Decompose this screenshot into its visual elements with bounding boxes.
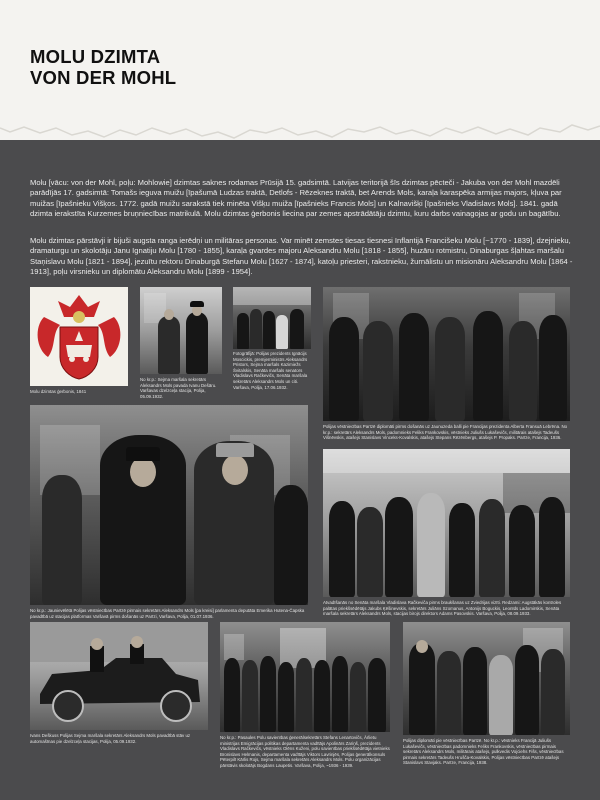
train-photo: [323, 449, 570, 597]
portrait-caption: No kr.p.: Sejma maršala sekretārs Aleksandrs Mols pavada Ivanu Dešāru. Varšavas dzelzceļa stacija, Polija, 05.09.1932.: [140, 377, 217, 399]
intro-paragraph-2: Molu dzimtas pārstāvji ir bijuši augsta ranga ierēdņi un militāras personas. Var minēt zemstes tiesas tiesnesi Inflantijā Francišeku Molu [~1770 - 1839], dzejnieku, dramaturgu un skolotāju Janu Ignatiju Molu [1780 - 1855], karaļa gvardes majoru Aleksandru Molu [1818 - 1855], huzāru rotmistru, Dinaburgas šļahtas maršalu Staņislavu Molu [1821 - 1894], jezuītu rektoru Dinaburgā Stefanu Molu [1627 - 1874], katoļu priesteri, rakstnieku, žurnālistu un misionāru Aleksandru Molu [1864 - 1913], poļu virsnieku un diplomātu Aleksandru Molu [1899 - 1954].: [30, 236, 573, 277]
crest-image: [30, 287, 128, 386]
car-photo: [30, 622, 208, 730]
torn-paper-edge: [0, 108, 600, 156]
title-line-2: VON DER MOHL: [30, 67, 177, 88]
crest-caption: Molu dzimtas ģerbonis, 1841: [30, 389, 87, 394]
train-caption: Atvadīšanās no Senāta maršala Vladislava Račkeviča pirms braukšanas uz Zviedrijas vizīti. Redzami: Augstākās kontroles palātas priekšsēdētājs Jakubs Ķēšinevskis, sekretārs Juliāns Szomanus, Antonijs Boguckis, Leonīds Ladomirskis, Senāta maršala sekretārs Aleksandrs Mols, stacijas birojs direktors Adams Pasovskis. Varšava, Polija, 08.09.1933.: [323, 600, 562, 617]
group-photo-small: [233, 287, 311, 349]
station-caption: No kr.p.: Jaunievēlētā Polijas vēstniecības Parīzē pirmais sekretārs Aleksandrs Mols [pa kreisi] parlamenta deputāta Emerika Hutena-Čapska pavadībā uz stacijas platformas Varšavā pirms došanās uz Parīzi, Varšava, Polija, 01.07.1936.: [30, 608, 305, 619]
embassy-diplomats-photo: [403, 622, 570, 735]
page-title: [30, 46, 176, 88]
hall-caption: No kr.p.: Pasaules Polu savienības ģenerālsekretārs Stefans Lenartovičs, Ārlietu ministrijas Emigrācijas politikas departamenta vadītājs Apolinārs Zariņš, prezidents Vladislavs Račkevičs, vēstnieks Olēns Kuženi, polu savienības priekšsēdētāja vietnieks Bronislavs Helmanis, departamenta vadītājs Viktors Lavrinjēs, Polijas ģenerālkonsuls Pēterpilī Kārlis Rojs, Sejma maršala sekretārs Aleksandrs Mols. Polu organizācijas pārstāvis skolotājs Bogdans Laupetis. Varšava, Polija, ~1936 - 1939.: [220, 735, 390, 768]
officers-photo: [323, 287, 570, 421]
portrait-photo: [140, 287, 222, 374]
title-line-1: MOLU DZIMTA: [30, 46, 161, 67]
coat-of-arms-icon: [30, 287, 128, 386]
car-caption: Ivans Deškuss Polijas Sejma maršala sekretārs Aleksandrs Mols pavadībā stāv uz automašīnas pie dzelzceļa stacijas, Polija, 05.09.1932.: [30, 733, 191, 744]
intro-paragraph-1: Molu [vācu: von der Mohl, poļu: Mohlowie] dzimtas saknes rodamas Prūsijā 15. gadsimtā. Latvijas teritorijā šīs dzimtas pēcteči - Jakuba von der Mohl mazdēli parādījās 17. gadsimtā: Tomašs ieguva muižu [īpašumā Ludzas traktā, Detlofs - Rēzeknes traktā, bet Arends Mols, karaļa karaspēka armijas majors, kļuva par muižas [īpašnieku Višķos. 1772. gadā muižu sarakstā tiek minēta Višķu muiža [īpašnieks Francis Mols] un Kalnavišķi [īpašnieks Vladislavs Mols]. 1841. gadā dzimta ierakstīta Kurzemes bruņniecības matrikulā. Molu dzimtas ģerbonis liecina par zemes apstrādātāju dzimtu, kuru darbs vainagojas ar godu un bagātību.: [30, 178, 562, 219]
car-icon: [30, 622, 208, 730]
hall-group-photo: [220, 622, 390, 732]
group-small-caption: Fotogrāfijā: Polijas prezidents Ignācijs Moscickis, premjerministrs Aleksandrs Pristors, Sejma maršals Kazimiežs Švitalskis, Senāta maršals senators Vladislavs Račkevičs, Senāta maršala sekretārs Aleksandrs Mols un citi. Varšava, Polija, 17.06.1932.: [233, 351, 308, 390]
station-photo: [30, 405, 308, 605]
embassy-caption: Polijas diplomāti pie vēstniecības Parīzē. No kr.p.: vēstnieks Francijā Juliušs Lukaševičs, vēstniecības padomnieks Feliks Frankovskis, vēstniecības pirmais sekretārs Aleksandrs Mols, militārais atašejs, pulkvedis Vojciehs Fišs, vēstniecības pirmais sekretārs Tadeušs Hrušča-Kovalskis, Polijas vēstniecības Parīzē atašejs Stanislavs Stavjaks. Parīze, Francija, 1938.: [403, 738, 564, 766]
officers-caption: Polijas vēstniecības Parīzē diplomāti pirms došanās uz Jaunuzeda balli pie Francijas prezidenta Alberta Fransuā Lebrēna. No kr.p.: sekretārs Aleksandrs Mols, padomnieks Feliks Frankovskis, vēstnieks Juliušs Lukaševičs, militārais atašejs Tadeušs Višnēvskis, atašejs Stanislavs Vinceks-Kovalskis, atašejs Stepans Rēzēnbergs, atašejs P. Propaks. Parīze, Francija, 1936.: [323, 424, 568, 441]
figure-right: [186, 312, 208, 374]
figure-left: [158, 316, 180, 374]
